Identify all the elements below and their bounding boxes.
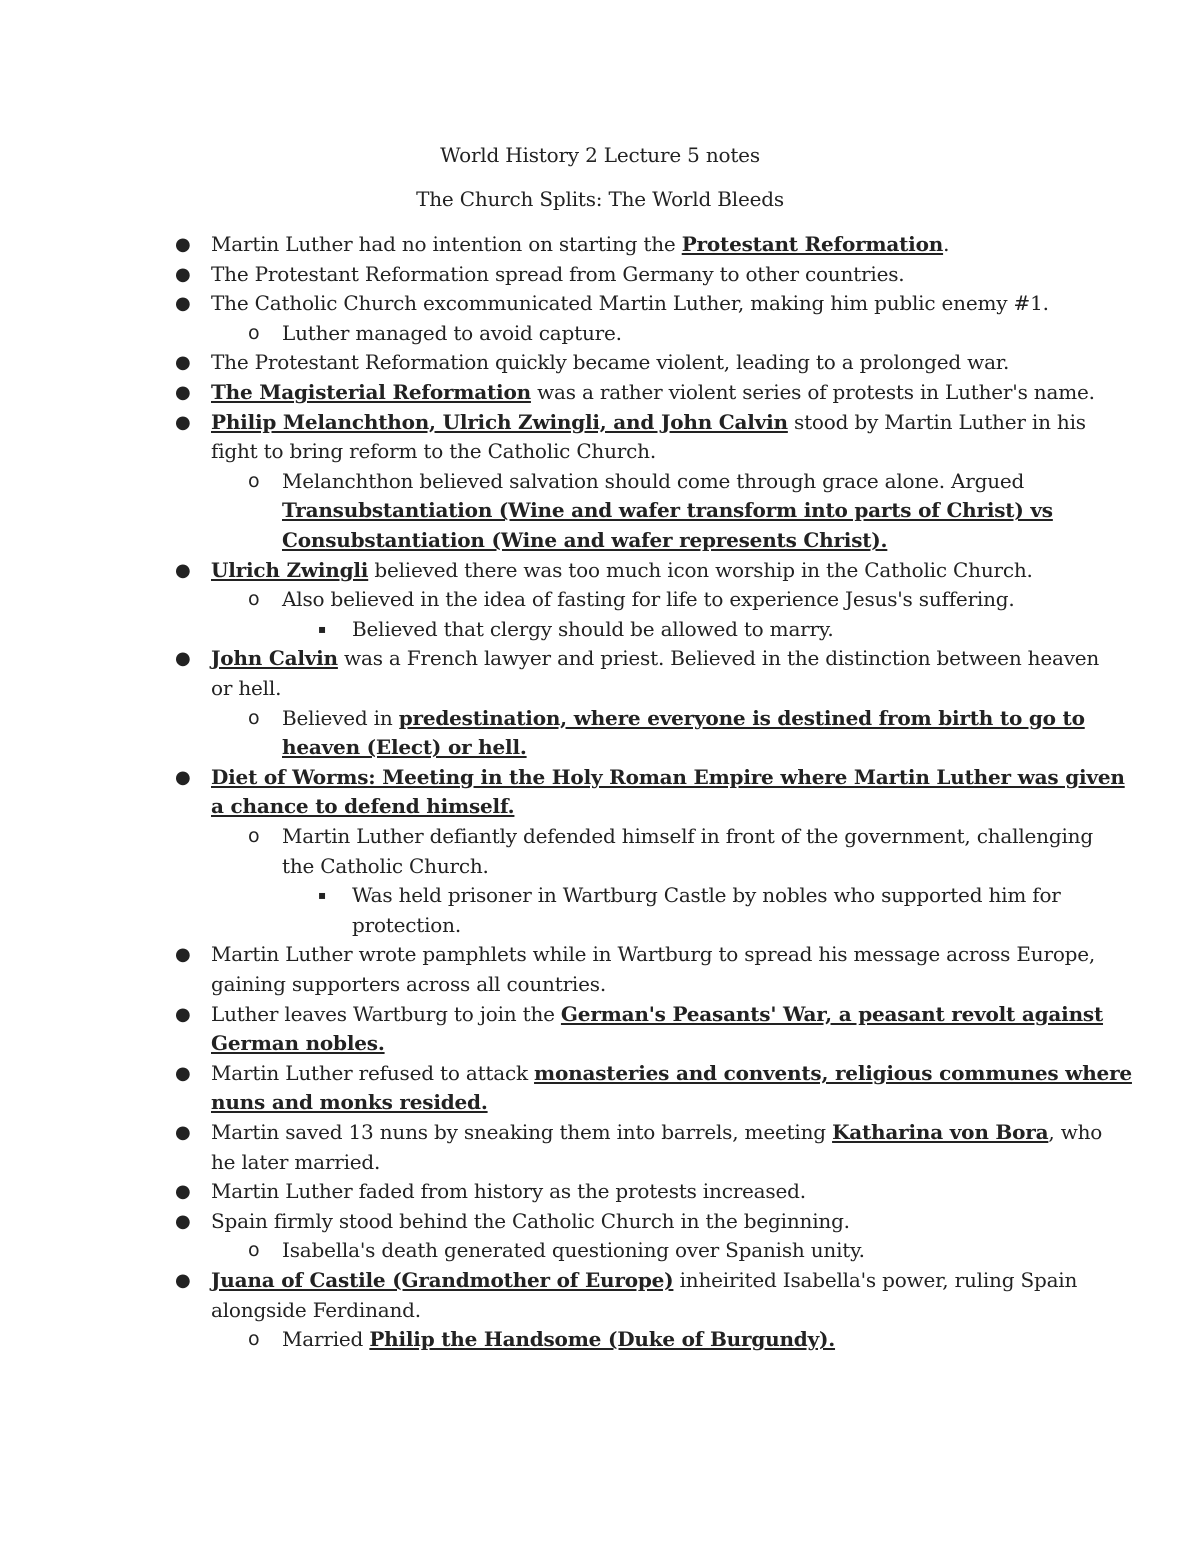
note-line (211, 1000, 1103, 1030)
note-line (211, 556, 1033, 586)
bullet-icon: ● (175, 1062, 191, 1084)
bullet-icon: o (248, 706, 260, 729)
note-text: Martin Luther defiantly defended himself in front of the government, challenging (282, 824, 1093, 848)
note-line (282, 822, 1093, 852)
note-text: the Catholic Church. (282, 853, 489, 878)
note-line (211, 1177, 806, 1207)
bullet-icon: ● (175, 263, 191, 285)
document-subtitle: The Church Splits: The World Bleeds (416, 187, 784, 211)
note-text: Isabella's death generated questioning over Spanish unity. (282, 1238, 865, 1263)
key-term: monasteries and convents, religious communes where (534, 1060, 1132, 1085)
note-line (211, 408, 1086, 438)
note-text: Spain firmly stood behind the Catholic Church in the beginning. (211, 1208, 850, 1233)
note-text: The Catholic Church excommunicated Martin Luther, making him public enemy #1. (211, 291, 1049, 316)
bullet-icon: ▪ (318, 621, 326, 636)
note-line (211, 970, 606, 1000)
note-line (211, 792, 514, 822)
bullet-icon: ● (175, 293, 191, 315)
bullet-icon: ● (175, 1003, 191, 1025)
note-text: he later married. (211, 1149, 381, 1174)
note-line (211, 260, 904, 290)
note-text: . (943, 232, 950, 256)
key-term: Katharina von Bora (832, 1120, 1049, 1144)
note-text: stood by Martin Luther in his (787, 409, 1086, 434)
note-text: , who (1048, 1120, 1103, 1144)
note-line (352, 881, 1061, 911)
bullet-icon: ● (175, 944, 191, 966)
note-line (282, 319, 622, 349)
key-term: Ulrich Zwingli (211, 557, 369, 582)
note-text: alongside Ferdinand. (211, 1297, 421, 1322)
key-term: a chance to defend himself. (211, 794, 515, 819)
key-term: Transubstantiation (Wine and wafer transform into parts of Christ) vs (282, 498, 1053, 523)
bullet-icon: o (248, 1239, 260, 1262)
note-line (211, 763, 1125, 793)
note-line (282, 1325, 835, 1355)
key-term: Consubstantiation (Wine and wafer represents Christ). (282, 528, 888, 552)
note-line (211, 1296, 421, 1326)
note-line (211, 437, 656, 467)
note-text: gaining supporters across all countries. (211, 972, 606, 996)
bullet-icon: o (248, 1328, 260, 1351)
key-term: German's Peasants' War, a peasant revolt against (560, 1001, 1104, 1026)
note-line (211, 1118, 1102, 1148)
bullet-icon: ● (175, 648, 191, 670)
note-text: Martin saved 13 nuns by sneaking them into barrels, meeting (211, 1120, 833, 1144)
key-term: Protestant Reformation (681, 232, 944, 256)
note-text: fight to bring reform to the Catholic Church. (211, 439, 656, 464)
note-line (211, 1059, 1132, 1089)
bullet-icon: ● (175, 352, 191, 374)
key-term: Philip Melanchthon, Ulrich Zwingli, and John Calvin (211, 409, 788, 434)
key-term: German nobles. (211, 1031, 385, 1056)
note-text: The Protestant Reformation spread from Germany to other countries. (211, 261, 905, 286)
bullet-icon: ● (175, 382, 191, 403)
note-text: The Protestant Reformation quickly became violent, leading to a prolonged war. (211, 350, 1010, 375)
note-line (211, 1266, 1077, 1296)
note-text: protection. (352, 912, 461, 937)
key-term: Philip the Handsome (Duke of Burgundy). (369, 1327, 836, 1352)
note-line (282, 467, 1024, 497)
bullet-icon: ● (175, 559, 191, 581)
note-text: Also believed in the idea of fasting for life to experience Jesus's suffering. (282, 587, 1015, 612)
note-text: or hell. (211, 676, 282, 700)
note-text: believed there was too much icon worship in the Catholic Church. (368, 557, 1033, 582)
note-line (211, 1207, 850, 1237)
bullet-icon: ● (175, 1270, 191, 1291)
key-term: Juana of Castile (Grandmother of Europe) (211, 1268, 674, 1292)
note-text: inheirited Isabella's power, ruling Spain (673, 1268, 1078, 1292)
note-text: Was held prisoner in Wartburg Castle by nobles who supported him for (352, 883, 1061, 908)
key-term: nuns and monks resided. (211, 1090, 488, 1115)
note-line (211, 1148, 380, 1178)
note-line (211, 644, 1099, 674)
note-text: Believed that clergy should be allowed to marry. (352, 616, 834, 641)
note-text: was a French lawyer and priest. Believed in the distinction between heaven (337, 646, 1100, 671)
note-line (352, 911, 461, 941)
note-line (211, 230, 949, 260)
note-line (282, 585, 1015, 615)
note-line (282, 526, 887, 556)
key-term: The Magisterial Reformation (211, 380, 531, 404)
note-line (211, 1029, 385, 1059)
bullet-icon: ● (175, 1122, 191, 1143)
note-text: Married (282, 1327, 370, 1352)
key-term: predestination, where everyone is destined from birth to go to (398, 705, 1085, 730)
key-term: heaven (Elect) or hell. (282, 735, 527, 760)
bullet-icon: ● (175, 766, 191, 788)
key-term: Diet of Worms: Meeting in the Holy Roman Empire where Martin Luther was given (211, 764, 1125, 789)
note-line (352, 615, 833, 645)
note-text: Martin Luther refused to attack (211, 1060, 535, 1085)
note-line (211, 674, 281, 704)
note-text: Martin Luther had no intention on starting the (211, 232, 682, 256)
note-line (211, 378, 1095, 408)
note-text: Melanchthon believed salvation should come through grace alone. Argued (282, 468, 1025, 493)
bullet-icon: ▪ (318, 888, 326, 903)
bullet-icon: o (248, 321, 260, 344)
bullet-icon: o (248, 588, 260, 611)
note-line (211, 940, 1095, 970)
note-text: Martin Luther wrote pamphlets while in Wartburg to spread his message across Europe, (211, 942, 1096, 967)
note-line (211, 1088, 488, 1118)
bullet-icon: o (248, 469, 260, 492)
bullet-icon: ● (175, 1210, 191, 1232)
note-line (282, 704, 1085, 734)
bullet-icon: o (248, 825, 260, 847)
bullet-icon: ● (175, 234, 191, 255)
key-term: John Calvin (211, 646, 338, 671)
note-line (282, 733, 527, 763)
note-line (282, 496, 1053, 526)
note-text: Martin Luther faded from history as the protests increased. (211, 1179, 806, 1204)
note-line (211, 289, 1049, 319)
document-title: World History 2 Lecture 5 notes (440, 143, 760, 167)
note-line (282, 852, 489, 882)
note-text: was a rather violent series of protests in Luther's name. (530, 380, 1095, 404)
note-line (211, 348, 1009, 378)
note-text: Believed in (282, 705, 399, 730)
bullet-icon: ● (175, 411, 191, 433)
note-text: Luther leaves Wartburg to join the (211, 1001, 561, 1026)
bullet-icon: ● (175, 1181, 191, 1203)
note-text: Luther managed to avoid capture. (282, 320, 622, 345)
note-line (282, 1236, 865, 1266)
